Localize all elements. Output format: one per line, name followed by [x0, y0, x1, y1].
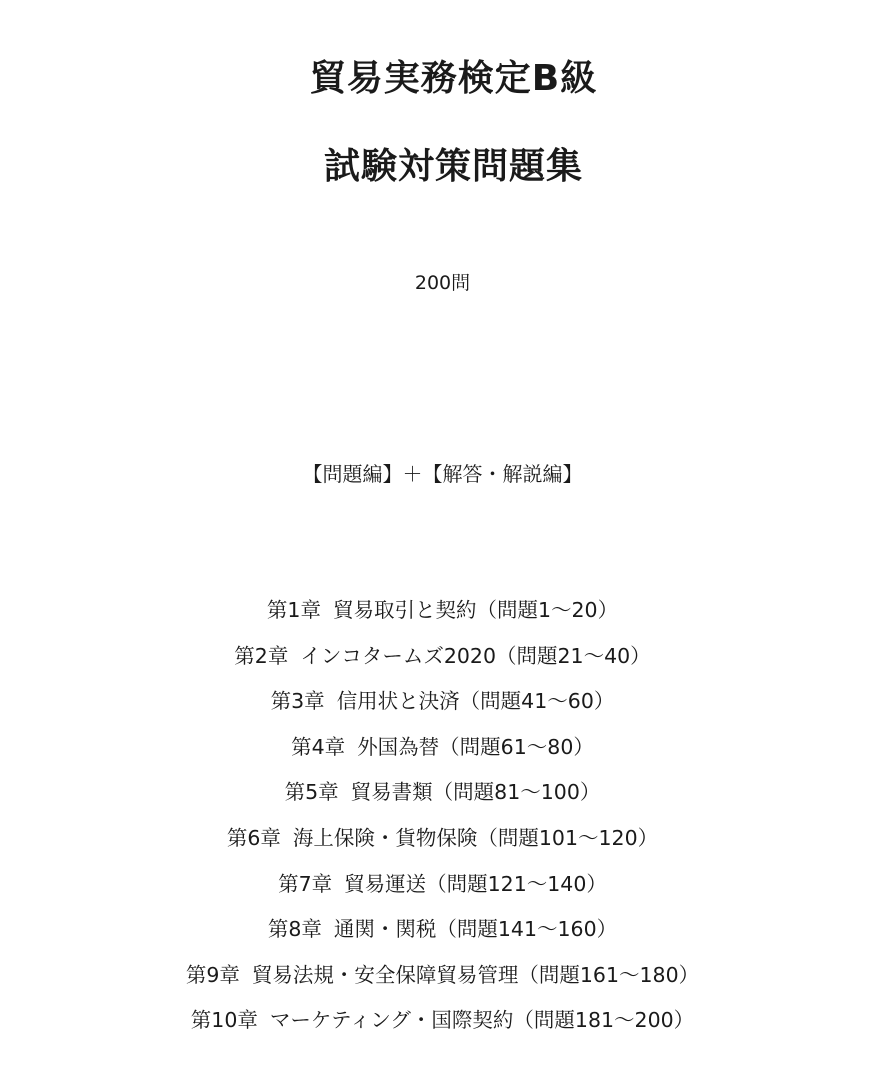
chapter-title: 貿易運送（問題121～140）	[344, 871, 607, 896]
chapter-title: 外国為替（問題61～80）	[357, 734, 594, 759]
toc-item-chapter-6	[0, 822, 885, 868]
title-line-2: 試験対策問題集	[323, 146, 583, 187]
chapter-number: 第10章	[190, 1008, 258, 1033]
chapter-title: 貿易書類（問題81～100）	[350, 780, 601, 805]
toc-item-chapter-1	[0, 594, 885, 640]
table-of-contents	[0, 594, 885, 1050]
editions-label: 【問題編】＋【解答・解説編】	[302, 462, 583, 486]
chapter-number: 第1章	[266, 598, 321, 622]
toc-item-chapter-9	[0, 959, 885, 1005]
toc-item-chapter-2	[0, 640, 885, 686]
title-line-1: 貿易実務検定B級	[309, 58, 598, 99]
chapter-title: 海上保険・貨物保険（問題101～120）	[292, 825, 659, 850]
question-count: 200問	[414, 272, 471, 294]
toc-item-chapter-3	[0, 685, 885, 731]
chapter-number: 第7章	[278, 871, 333, 896]
toc-item-chapter-8	[0, 913, 885, 959]
chapter-number: 第6章	[226, 825, 281, 850]
chapter-number: 第5章	[284, 780, 339, 805]
chapter-number: 第9章	[185, 962, 240, 987]
chapter-title: 貿易取引と契約（問題1～20）	[332, 598, 619, 622]
chapter-title: インコタームズ2020（問題21～40）	[300, 643, 651, 668]
toc-item-chapter-7	[0, 868, 885, 914]
chapter-title: 信用状と決済（問題41～60）	[336, 689, 615, 714]
toc-item-chapter-10	[0, 1004, 885, 1050]
toc-item-chapter-4	[0, 731, 885, 777]
chapter-number: 第8章	[267, 917, 322, 942]
chapter-title: マーケティング・国際契約（問題181～200）	[269, 1008, 695, 1033]
chapter-number: 第3章	[270, 689, 325, 714]
chapter-title: 通関・関税（問題141～160）	[333, 917, 618, 942]
chapter-number: 第2章	[234, 643, 289, 668]
chapter-title: 貿易法規・安全保障貿易管理（問題161～180）	[251, 962, 700, 987]
toc-item-chapter-5	[0, 776, 885, 822]
chapter-number: 第4章	[291, 734, 346, 759]
